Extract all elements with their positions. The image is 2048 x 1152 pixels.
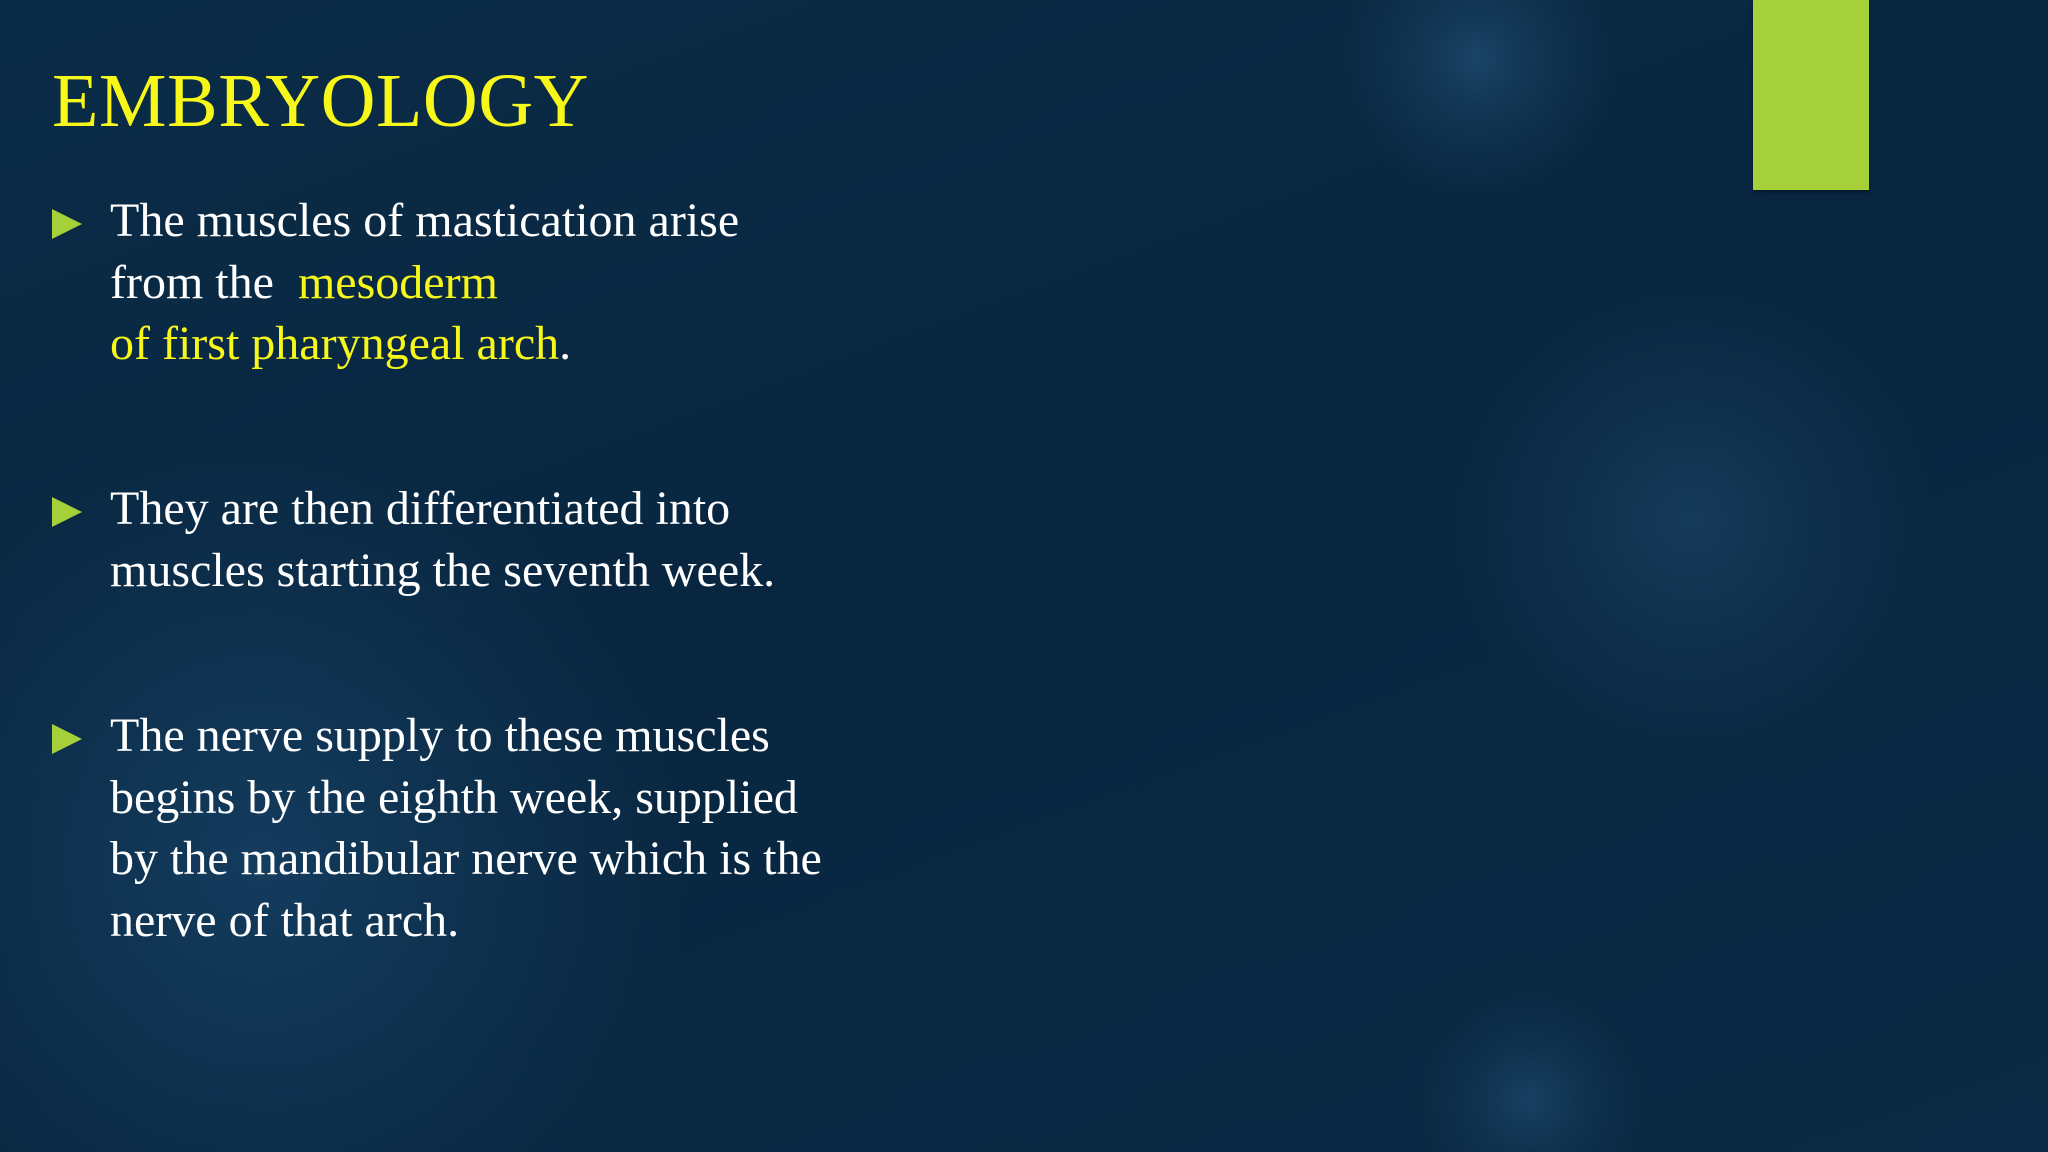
triangle-right-icon — [52, 705, 110, 754]
bullet-line — [110, 890, 822, 952]
bullet-text-segment: muscles starting the seventh week. — [110, 543, 776, 597]
bullet-text — [110, 190, 739, 375]
triangle-right-icon — [52, 478, 110, 527]
slide-title: EMBRYOLOGY — [52, 59, 590, 143]
bullet-text-segment: by the mandibular nerve which is the — [110, 832, 822, 885]
bullet-line — [110, 478, 775, 540]
bullet-line — [110, 313, 739, 375]
bullet-line — [110, 828, 822, 890]
bullet-text — [110, 705, 822, 951]
bullet-text-segment: begins by the eighth week, supplied — [110, 770, 798, 824]
bullet-line — [110, 252, 739, 314]
highlighted-term: mesoderm — [297, 255, 498, 309]
bullet-text-segment: nerve of that arch. — [110, 893, 460, 947]
bullet-line — [110, 540, 775, 602]
bullet-text-segment: The muscles of mastication arise — [110, 194, 740, 247]
highlighted-term: of first pharyngeal arch — [110, 317, 560, 370]
bullet-line — [110, 705, 822, 767]
bullet-line — [110, 767, 822, 829]
triangle-right-icon — [52, 190, 110, 239]
bullet-text — [110, 478, 775, 601]
bullet-item-1 — [52, 190, 739, 375]
bullet-item-2 — [52, 478, 775, 601]
bullet-item-3 — [52, 705, 822, 951]
bullet-text-segment: from the — [110, 255, 298, 309]
bullet-text-segment: . — [559, 317, 572, 370]
bullet-text-segment: The nerve supply to these muscles — [110, 709, 770, 762]
accent-bar — [1753, 0, 1869, 190]
bullet-text-segment: They are then differentiated into — [110, 482, 731, 535]
bullet-line — [110, 190, 739, 252]
